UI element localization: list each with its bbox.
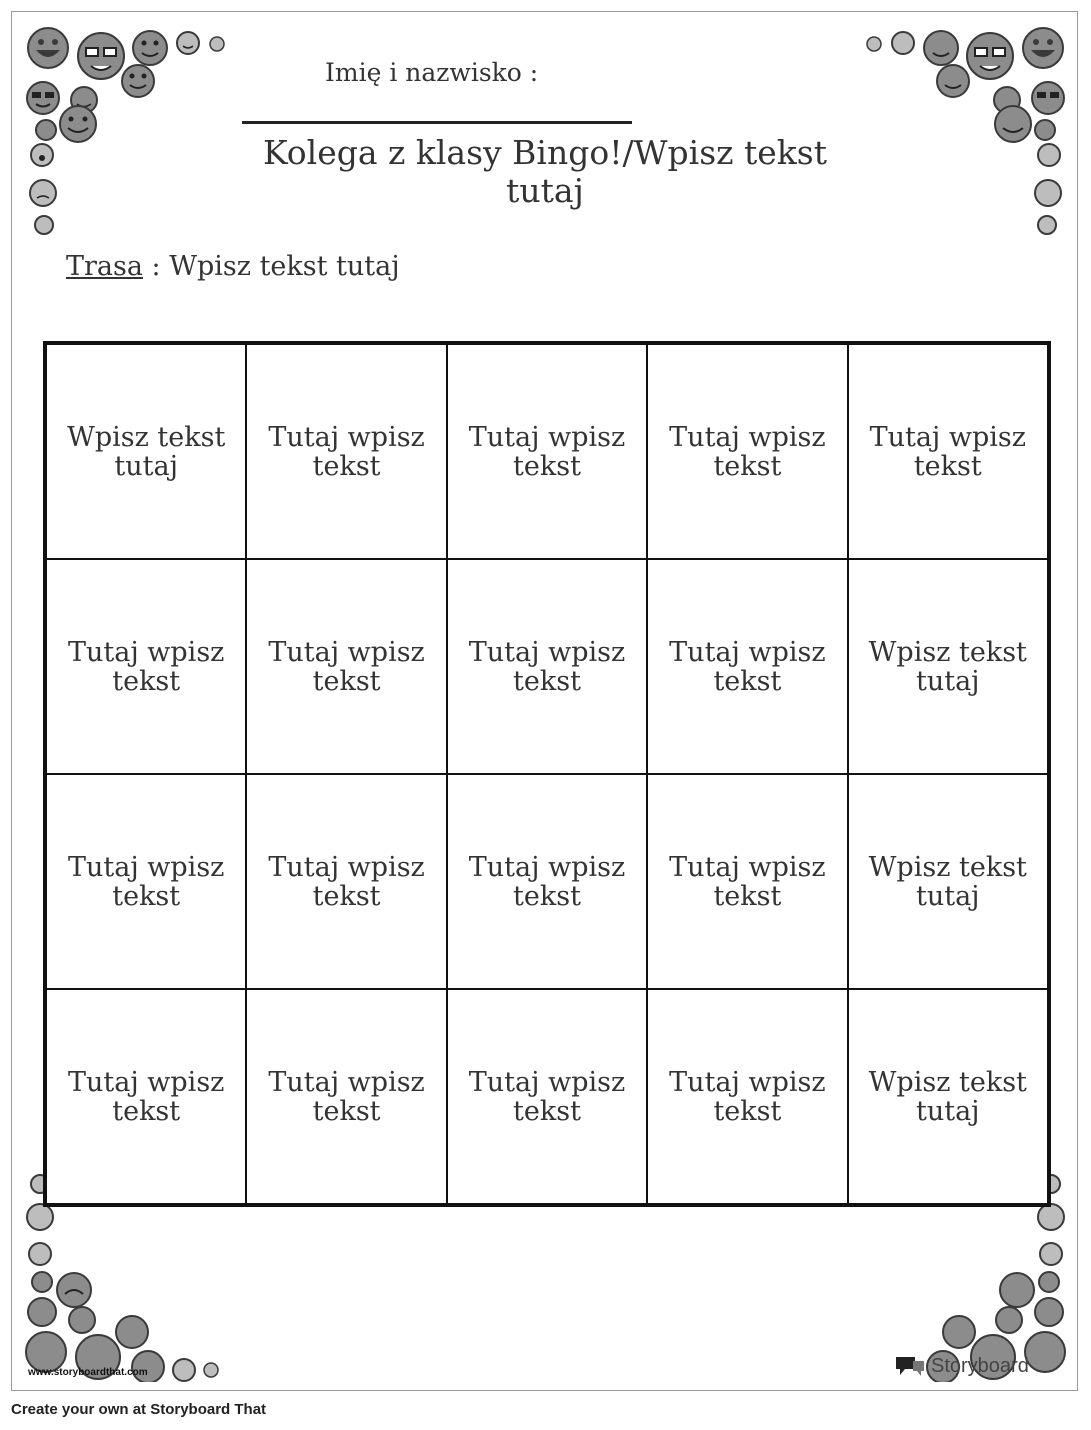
bingo-cell[interactable]: Wpisz tekst tutaj — [46, 344, 246, 559]
emoji-face-icon — [1023, 28, 1063, 68]
bingo-cell[interactable]: Tutaj wpisz tekst — [447, 559, 647, 774]
emoji-face-icon — [27, 82, 59, 114]
decoration-top-left — [18, 18, 233, 243]
emoji-face-icon — [32, 1272, 52, 1292]
emoji-face-icon — [28, 28, 68, 68]
emoji-face-icon — [29, 1243, 51, 1265]
emoji-face-icon — [1040, 1243, 1062, 1265]
storyboard-logo — [893, 1353, 1029, 1379]
emoji-face-icon — [210, 37, 224, 51]
route-text: Wpisz tekst tutaj — [169, 251, 400, 282]
emoji-face-icon — [57, 1273, 91, 1307]
emoji-face-icon — [1038, 144, 1060, 166]
storyboard-logo-text: Storyboard — [931, 1354, 1029, 1377]
footer-credit[interactable]: Create your own at Storyboard That — [11, 1401, 267, 1418]
emoji-face-icon — [967, 33, 1013, 79]
bingo-cell[interactable]: Tutaj wpisz tekst — [647, 774, 847, 989]
bingo-cell[interactable]: Tutaj wpisz tekst — [46, 774, 246, 989]
watermark-url: www.storyboardthat.com — [28, 1367, 148, 1378]
bingo-cell[interactable]: Tutaj wpisz tekst — [848, 344, 1048, 559]
emoji-face-icon — [995, 106, 1031, 142]
emoji-face-icon — [1035, 1298, 1063, 1326]
bingo-cell[interactable]: Wpisz tekst tutaj — [848, 989, 1048, 1204]
emoji-face-icon — [69, 1307, 95, 1333]
emoji-face-icon — [943, 1316, 975, 1348]
emoji-face-icon — [177, 32, 199, 54]
bingo-cell[interactable]: Tutaj wpisz tekst — [647, 989, 847, 1204]
bingo-cell[interactable]: Tutaj wpisz tekst — [246, 774, 446, 989]
bingo-cell[interactable]: Wpisz tekst tutaj — [848, 774, 1048, 989]
bingo-cell[interactable]: Tutaj wpisz tekst — [246, 344, 446, 559]
emoji-face-icon — [116, 1316, 148, 1348]
emoji-face-icon — [30, 180, 56, 206]
decoration-top-right — [858, 18, 1073, 243]
emoji-face-icon — [36, 120, 56, 140]
emoji-face-icon — [204, 1363, 218, 1377]
bingo-cell[interactable]: Wpisz tekst tutaj — [848, 559, 1048, 774]
emoji-face-icon — [28, 1298, 56, 1326]
emoji-face-icon — [937, 65, 969, 97]
emoji-face-icon — [78, 33, 124, 79]
emoji-face-icon — [1000, 1273, 1034, 1307]
page-title: Kolega z klasy Bingo!/Wpisz tekst tutaj — [263, 133, 827, 210]
emoji-face-icon — [996, 1307, 1022, 1333]
emoji-face-icon — [173, 1359, 195, 1381]
route-separator: : — [142, 251, 170, 282]
bingo-cell[interactable]: Tutaj wpisz tekst — [447, 989, 647, 1204]
emoji-face-icon — [924, 31, 958, 65]
bingo-cell[interactable]: Tutaj wpisz tekst — [447, 774, 647, 989]
emoji-face-icon — [867, 37, 881, 51]
name-field-label: Imię i nazwisko : — [325, 58, 539, 87]
bingo-cell[interactable]: Tutaj wpisz tekst — [46, 559, 246, 774]
bingo-cell[interactable]: Tutaj wpisz tekst — [647, 344, 847, 559]
emoji-face-icon — [133, 31, 167, 65]
bingo-cell[interactable]: Tutaj wpisz tekst — [246, 989, 446, 1204]
emoji-face-icon — [31, 144, 53, 166]
emoji-face-icon — [1039, 1272, 1059, 1292]
emoji-face-icon — [1025, 1332, 1065, 1372]
storyboard-logo-icon — [893, 1353, 927, 1379]
emoji-face-icon — [1038, 1204, 1064, 1230]
bingo-cell[interactable]: Tutaj wpisz tekst — [647, 559, 847, 774]
emoji-face-icon — [26, 1332, 66, 1372]
emoji-face-icon — [60, 106, 96, 142]
name-field-line[interactable] — [242, 121, 632, 124]
bingo-cell[interactable]: Tutaj wpisz tekst — [447, 344, 647, 559]
emoji-face-icon — [892, 32, 914, 54]
emoji-face-icon — [27, 1204, 53, 1230]
emoji-face-icon — [1035, 120, 1055, 140]
route-line — [66, 251, 400, 282]
emoji-face-icon — [1038, 216, 1056, 234]
emoji-face-icon — [122, 65, 154, 97]
route-label: Trasa — [66, 251, 143, 282]
emoji-face-icon — [1032, 82, 1064, 114]
bingo-cell[interactable]: Tutaj wpisz tekst — [46, 989, 246, 1204]
emoji-face-icon — [35, 216, 53, 234]
bingo-grid — [43, 341, 1051, 1207]
emoji-face-icon — [1035, 180, 1061, 206]
bingo-cell[interactable]: Tutaj wpisz tekst — [246, 559, 446, 774]
